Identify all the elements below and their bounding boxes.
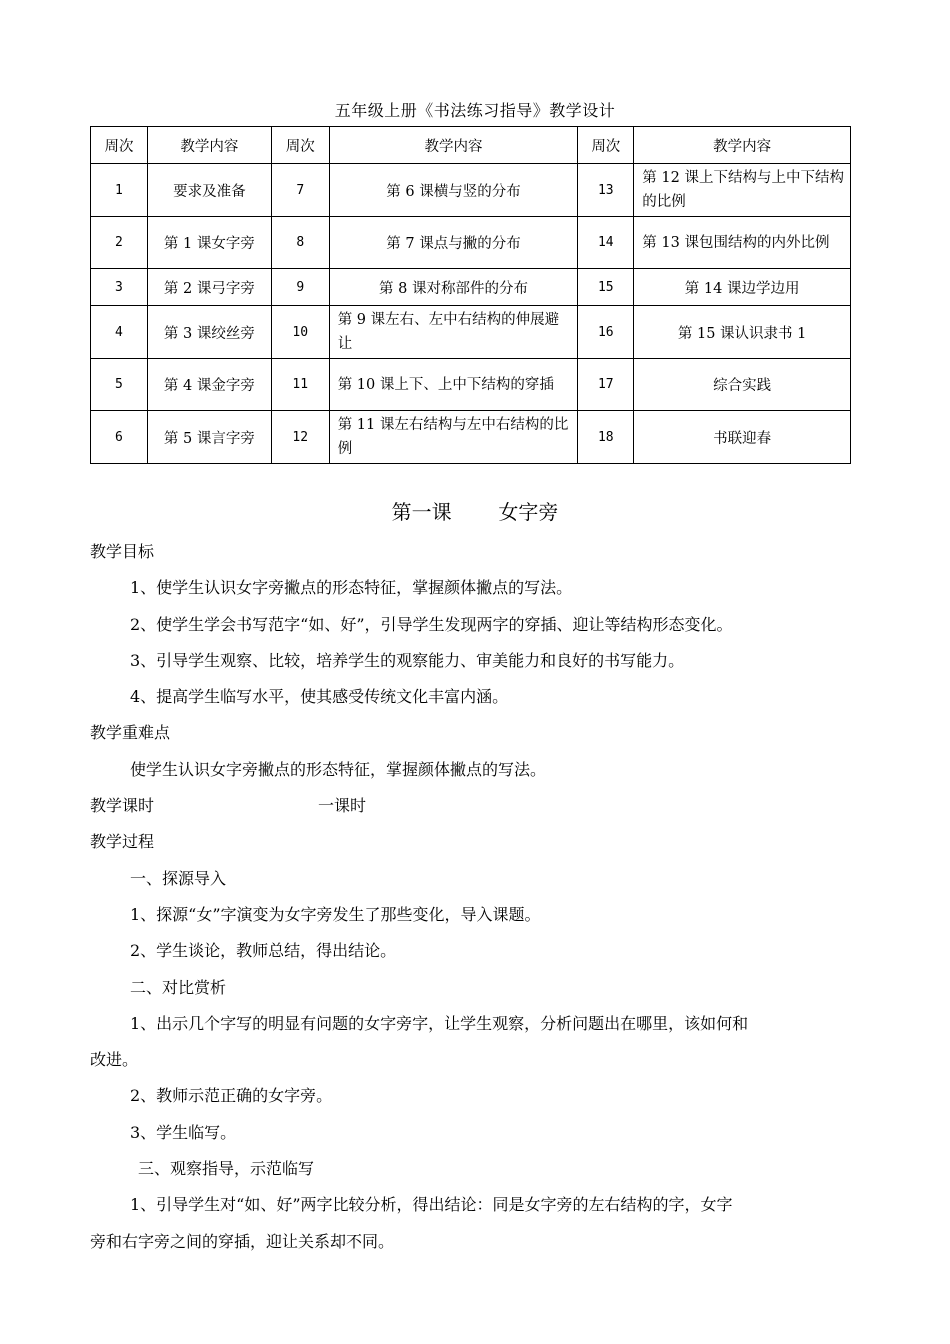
lesson-title xyxy=(0,496,950,525)
content-cell: 第 11 课左右结构与左中右结构的比例 xyxy=(329,411,578,464)
table-header-row xyxy=(91,127,851,164)
week-cell: 14 xyxy=(578,217,634,269)
week-cell: 4 xyxy=(91,306,148,359)
content-cell: 第 13 课包围结构的内外比例 xyxy=(634,217,851,269)
content-cell: 要求及准备 xyxy=(147,164,271,217)
document-title: 五年级上册《书法练习指导》教学设计 xyxy=(334,101,616,120)
goal-item: 3、引导学生观察、比较，培养学生的观察能力、审美能力和良好的书写能力。 xyxy=(130,650,685,670)
week-cell: 6 xyxy=(91,411,148,464)
header-content: 教学内容 xyxy=(147,127,271,164)
goal-item: 1、使学生认识女字旁撇点的形态特征，掌握颜体撇点的写法。 xyxy=(130,578,573,598)
process-item-continued: 改进。 xyxy=(90,1050,139,1070)
process-item: 1、引导学生对“如、好”两字比较分析，得出结论：同是女字旁的左右结构的字，女字 xyxy=(130,1195,733,1215)
process-item: 3、学生临写。 xyxy=(130,1122,237,1142)
week-cell: 7 xyxy=(271,164,329,217)
week-cell: 9 xyxy=(271,269,329,306)
goals-heading: 教学目标 xyxy=(90,542,155,561)
hours-label: 教学课时 xyxy=(90,796,155,816)
content-cell: 第 4 课金字旁 xyxy=(147,359,271,411)
section-title: 一、探源导入 xyxy=(130,868,227,888)
week-cell: 15 xyxy=(578,269,634,306)
week-cell: 13 xyxy=(578,164,634,217)
week-cell: 5 xyxy=(91,359,148,411)
goal-item: 2、使学生学会书写范字“如、好”，引导学生发现两字的穿插、迎让等结构形态变化。 xyxy=(130,614,733,634)
table-row xyxy=(91,306,851,359)
content-cell: 第 6 课横与竖的分布 xyxy=(329,164,578,217)
content-cell: 第 1 课女字旁 xyxy=(147,217,271,269)
header-content: 教学内容 xyxy=(329,127,578,164)
week-cell: 12 xyxy=(271,411,329,464)
content-cell: 第 3 课绞丝旁 xyxy=(147,306,271,359)
content-cell: 第 9 课左右、左中右结构的伸展避让 xyxy=(329,306,578,359)
week-cell: 11 xyxy=(271,359,329,411)
content-cell: 综合实践 xyxy=(634,359,851,411)
process-item: 2、教师示范正确的女字旁。 xyxy=(130,1086,333,1106)
lesson-name: 女字旁 xyxy=(498,500,559,524)
process-item: 1、出示几个字写的明显有问题的女字旁字，让学生观察，分析问题出在哪里，该如何和 xyxy=(130,1013,749,1033)
lesson-number: 第一课 xyxy=(391,500,452,524)
header-content: 教学内容 xyxy=(634,127,851,164)
process-item: 2、学生谈论，教师总结，得出结论。 xyxy=(130,941,397,961)
week-cell: 3 xyxy=(91,269,148,306)
content-cell: 第 15 课认识隶书 1 xyxy=(634,306,851,359)
table-row xyxy=(91,217,851,269)
hours-value: 一课时 xyxy=(318,796,367,816)
process-item-continued: 旁和右字旁之间的穿插，迎让关系却不同。 xyxy=(90,1231,395,1251)
keypoints-heading: 教学重难点 xyxy=(90,723,171,743)
keypoints-text: 使学生认识女字旁撇点的形态特征，掌握颜体撇点的写法。 xyxy=(130,759,547,779)
week-cell: 2 xyxy=(91,217,148,269)
content-cell: 第 12 课上下结构与上中下结构的比例 xyxy=(634,164,851,217)
content-cell: 第 14 课边学边用 xyxy=(634,269,851,306)
content-cell: 书联迎春 xyxy=(634,411,851,464)
week-cell: 18 xyxy=(578,411,634,464)
lesson-body xyxy=(90,534,865,1260)
header-week: 周次 xyxy=(271,127,329,164)
week-cell: 17 xyxy=(578,359,634,411)
table-row xyxy=(91,411,851,464)
table-row xyxy=(91,164,851,217)
content-cell: 第 2 课弓字旁 xyxy=(147,269,271,306)
week-cell: 1 xyxy=(91,164,148,217)
header-week: 周次 xyxy=(578,127,634,164)
content-cell: 第 10 课上下、上中下结构的穿插 xyxy=(329,359,578,411)
section-title: 二、对比赏析 xyxy=(130,977,227,997)
week-cell: 10 xyxy=(271,306,329,359)
table-row xyxy=(91,269,851,306)
week-cell: 8 xyxy=(271,217,329,269)
week-cell: 16 xyxy=(578,306,634,359)
section-title: 三、观察指导，示范临写 xyxy=(138,1159,315,1179)
content-cell: 第 8 课对称部件的分布 xyxy=(329,269,578,306)
goal-item: 4、提高学生临写水平，使其感受传统文化丰富内涵。 xyxy=(130,687,509,707)
hours-line xyxy=(90,788,865,824)
process-heading: 教学过程 xyxy=(90,832,155,852)
content-cell: 第 5 课言字旁 xyxy=(147,411,271,464)
header-week: 周次 xyxy=(91,127,148,164)
schedule-table xyxy=(90,126,851,464)
process-item: 1、探源“女”字演变为女字旁发生了那些变化，导入课题。 xyxy=(130,904,541,924)
table-row xyxy=(91,359,851,411)
content-cell: 第 7 课点与撇的分布 xyxy=(329,217,578,269)
